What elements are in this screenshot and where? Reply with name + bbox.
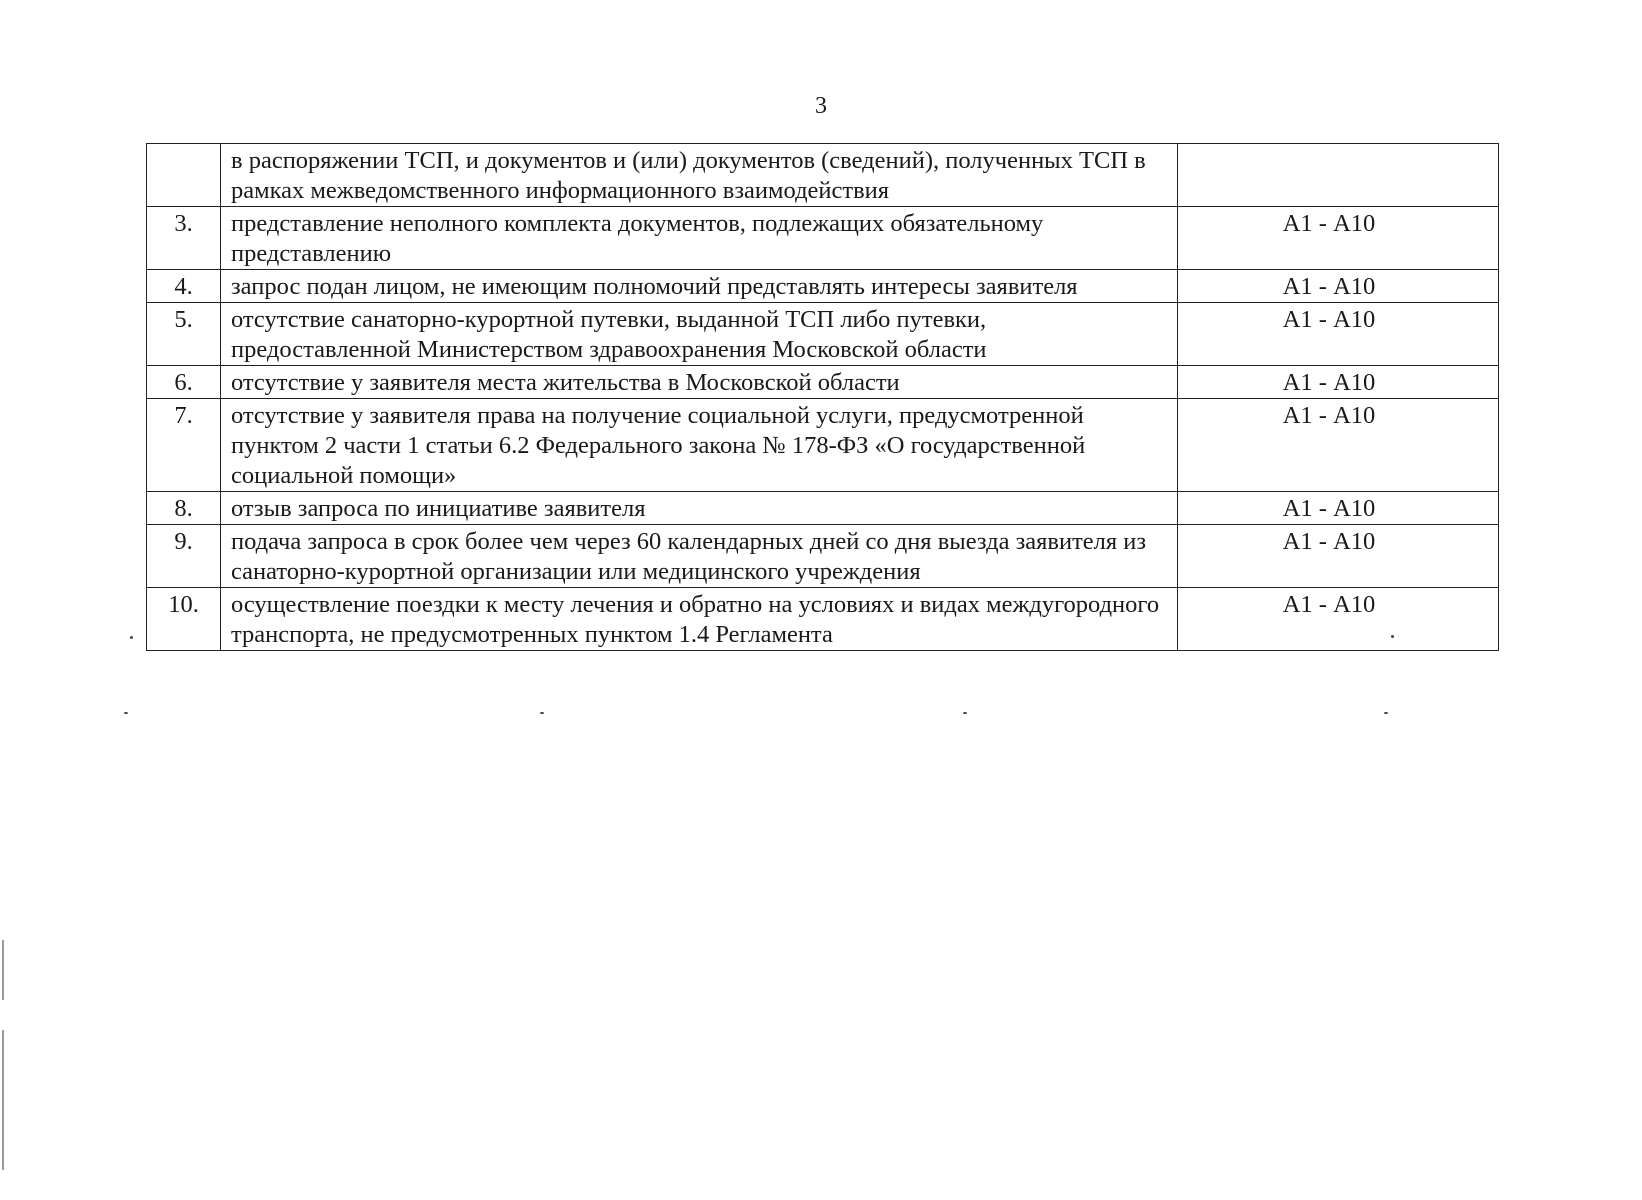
row-number: 7. [147,399,221,492]
scan-speck [963,712,967,714]
table-row [147,492,1499,525]
row-code: А1 - А10 [1178,366,1499,399]
row-text: в распоряжении ТСП, и документов и (или) документов (сведений), полученных ТСП в рамках межведомственного информационного взаимодействия [221,144,1178,207]
row-code [1178,144,1499,207]
table-row [147,525,1499,588]
row-number: 8. [147,492,221,525]
table-row [147,303,1499,366]
scan-edge-mark [2,1030,4,1170]
page-number: 3 [815,93,827,119]
row-text: отзыв запроса по инициативе заявителя [221,492,1178,525]
row-code: А1 - А10 [1178,207,1499,270]
row-text: осуществление поездки к месту лечения и обратно на условиях и видах междугородного транспорта, не предусмотренных пунктом 1.4 Регламента [221,588,1178,651]
row-text: отсутствие у заявителя места жительства в Московской области [221,366,1178,399]
scan-speck [1391,635,1394,638]
table-row [147,366,1499,399]
row-text: подача запроса в срок более чем через 60 календарных дней со дня выезда заявителя из санаторно-курортной организации или медицинского учреждения [221,525,1178,588]
row-text: запрос подан лицом, не имеющим полномочий представлять интересы заявителя [221,270,1178,303]
table-row [147,588,1499,651]
row-number [147,144,221,207]
table-row [147,270,1499,303]
row-number: 5. [147,303,221,366]
row-number: 6. [147,366,221,399]
table-row [147,207,1499,270]
row-code: А1 - А10 [1178,270,1499,303]
scan-edge-mark [2,940,4,1000]
row-code: А1 - А10 [1178,399,1499,492]
table-row [147,399,1499,492]
scan-speck [130,636,133,639]
scan-speck [124,712,128,714]
row-code: А1 - А10 [1178,303,1499,366]
row-code: А1 - А10 [1178,525,1499,588]
row-text: отсутствие санаторно-курортной путевки, выданной ТСП либо путевки, предоставленной Министерством здравоохранения Московской области [221,303,1178,366]
row-code: А1 - А10 [1178,588,1499,651]
row-number: 9. [147,525,221,588]
row-code: А1 - А10 [1178,492,1499,525]
row-text: представление неполного комплекта документов, подлежащих обязательному представлению [221,207,1178,270]
row-number: 10. [147,588,221,651]
grounds-table [146,143,1499,651]
scan-speck [1384,712,1388,714]
row-text: отсутствие у заявителя права на получение социальной услуги, предусмотренной пунктом 2 части 1 статьи 6.2 Федерального закона № 178-ФЗ «О государственной социальной помощи» [221,399,1178,492]
row-number: 4. [147,270,221,303]
table-row [147,144,1499,207]
row-number: 3. [147,207,221,270]
scan-speck [540,712,544,714]
